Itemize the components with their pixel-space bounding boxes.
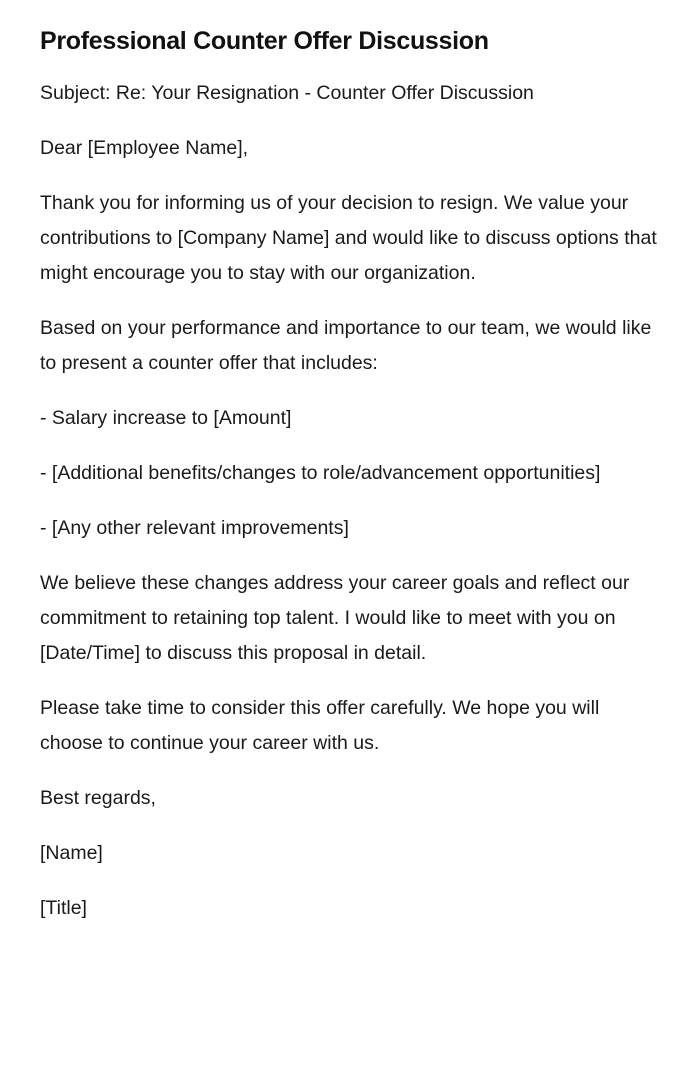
document-title: Professional Counter Offer Discussion	[40, 27, 489, 55]
offer-item-salary: - Salary increase to [Amount]	[40, 407, 292, 429]
signature-name: [Name]	[40, 842, 103, 864]
offer-item-other: - [Any other relevant improvements]	[40, 517, 349, 539]
signature-title: [Title]	[40, 897, 87, 919]
salutation: Dear [Employee Name],	[40, 137, 249, 159]
offer-item-benefits: - [Additional benefits/changes to role/advancement opportunities]	[40, 462, 601, 484]
signoff: Best regards,	[40, 787, 156, 809]
subject-line: Subject: Re: Your Resignation - Counter Offer Discussion	[40, 82, 534, 104]
intro-paragraph: Thank you for informing us of your decision to resign. We value your contributions to [Company Name] and would like to discuss options that might encourage you to stay with our organization.	[40, 192, 657, 284]
offer-intro-paragraph: Based on your performance and importance to our team, we would like to present a counter offer that includes:	[40, 317, 652, 374]
meeting-paragraph: We believe these changes address your career goals and reflect our commitment to retaining top talent. I would like to meet with you on [Date/Time] to discuss this proposal in detail.	[40, 572, 630, 664]
consider-paragraph: Please take time to consider this offer carefully. We hope you will choose to continue your career with us.	[40, 697, 600, 754]
